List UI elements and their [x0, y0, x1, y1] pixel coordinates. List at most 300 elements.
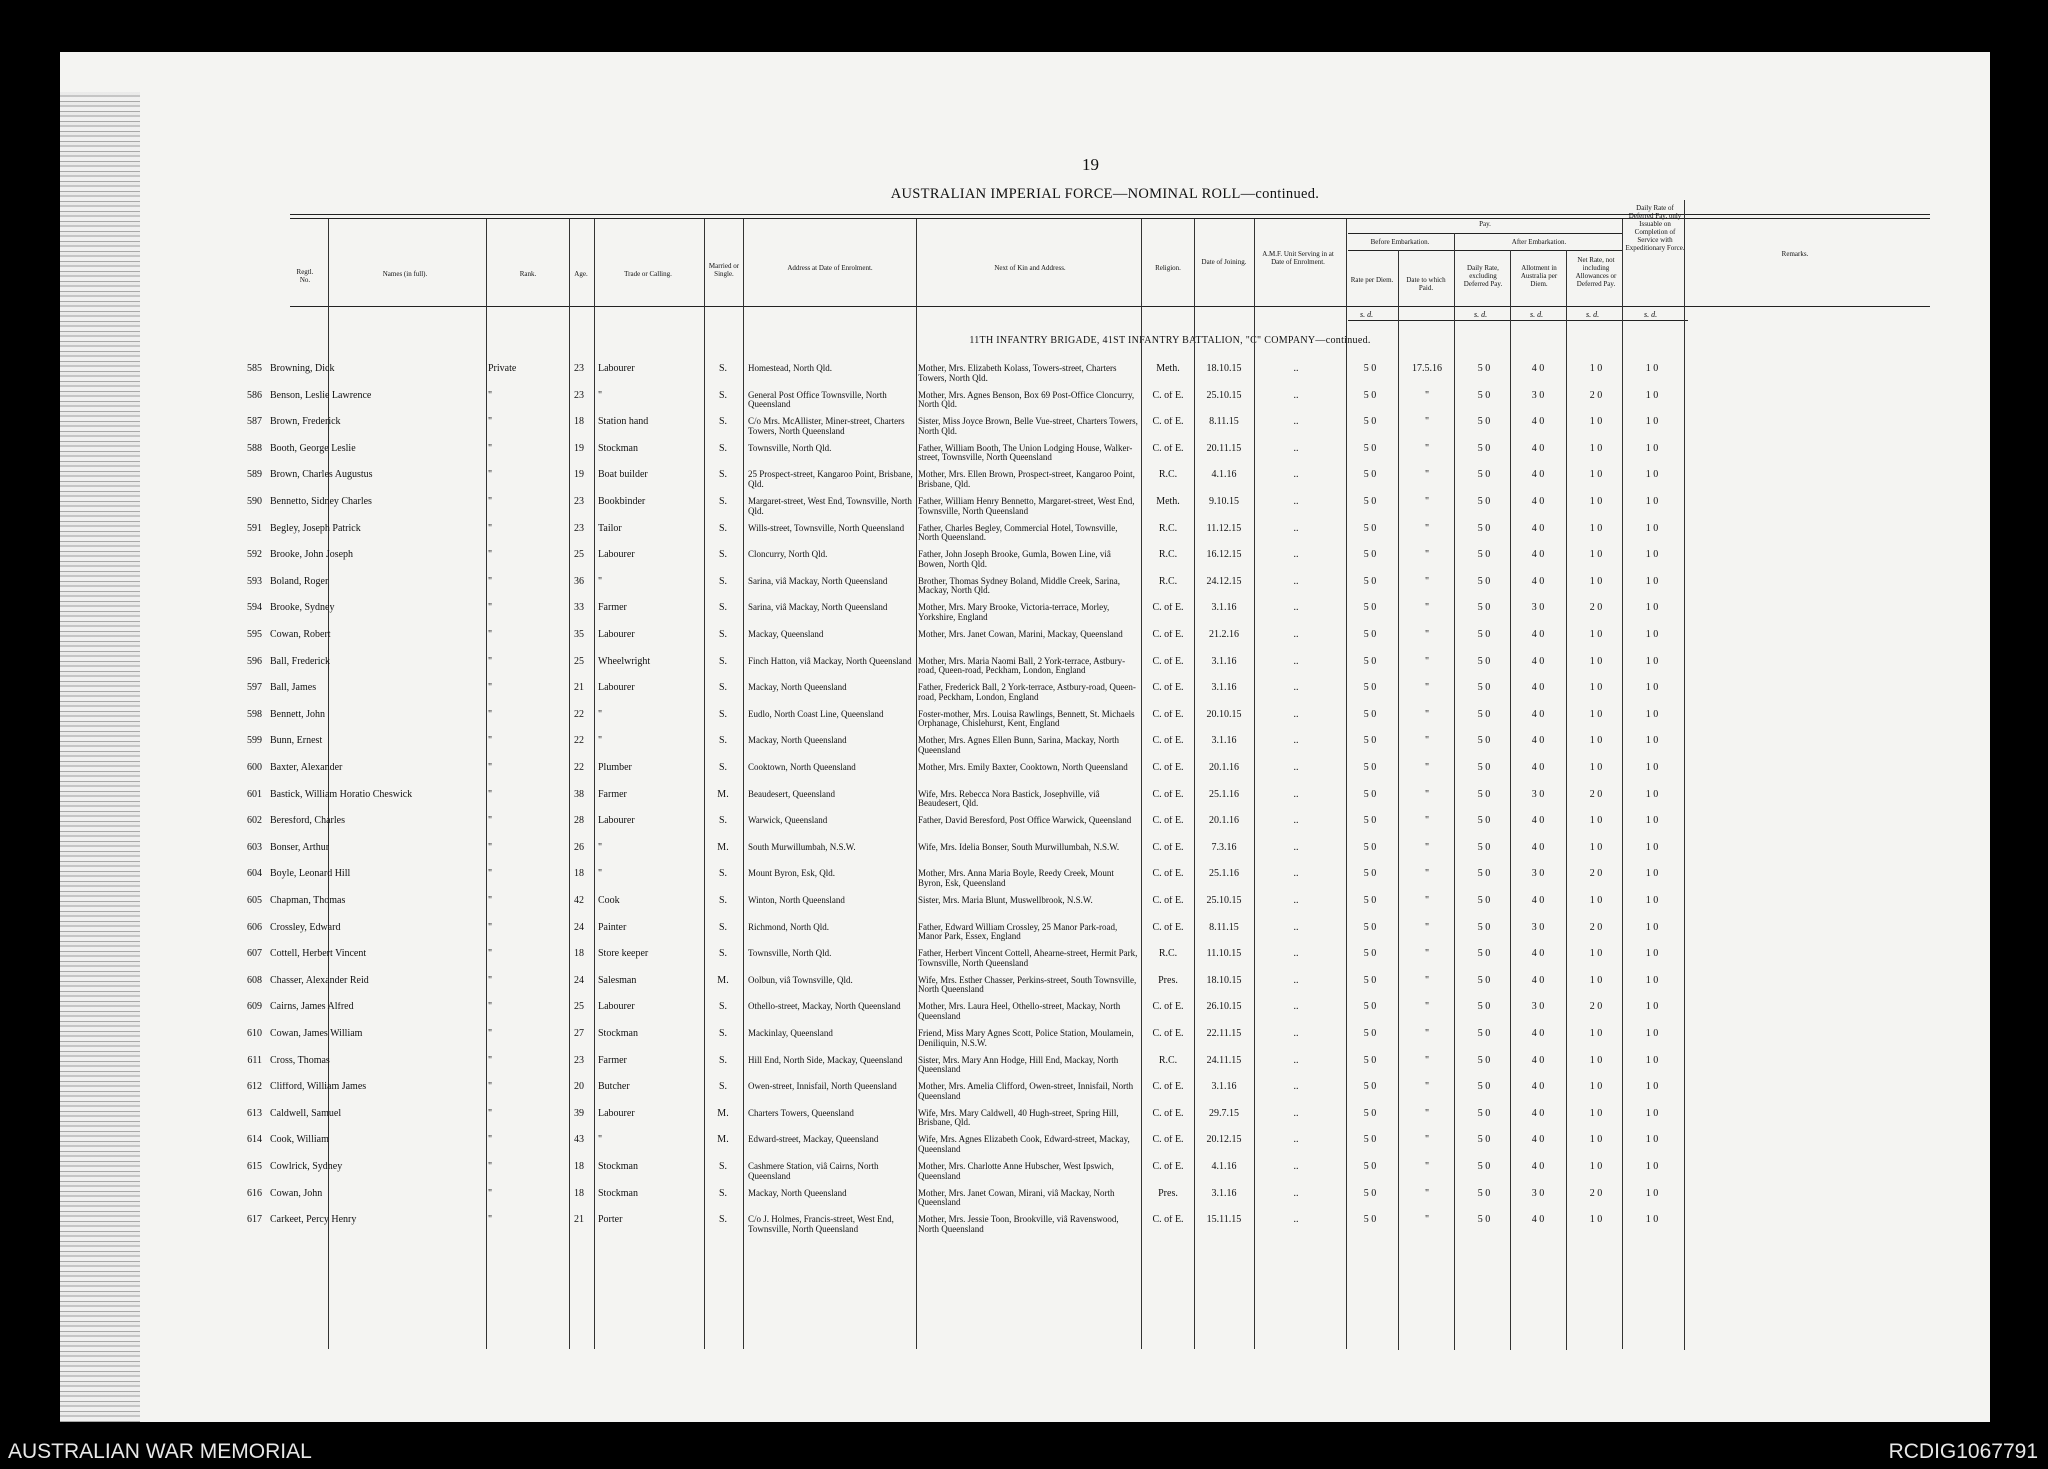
cell-rate: 5 0 — [1363, 470, 1377, 481]
cell-address: Cooktown, North Queensland — [748, 763, 856, 772]
cell-ms: S. — [718, 736, 728, 747]
cell-unit: .. — [1293, 736, 1299, 747]
cell-religion: C. of E. — [1152, 683, 1184, 694]
cell-kin: Friend, Miss Mary Agnes Scott, Police Station, Moulamein, Deniliquin, N.S.W. — [918, 1029, 1134, 1048]
table-row — [0, 949, 1930, 975]
cell-address: Sarina, viâ Mackay, North Queensland — [748, 603, 888, 613]
cell-def: 1 0 — [1645, 470, 1659, 481]
cell-name: Baxter, Alexander — [270, 763, 343, 773]
cell-def: 1 0 — [1645, 417, 1659, 428]
cell-ms: S. — [718, 656, 728, 667]
cell-ms: S. — [718, 1162, 728, 1172]
cell-paid: " — [1424, 816, 1430, 827]
cell-rate: 5 0 — [1363, 1162, 1377, 1172]
cell-no: 585 — [247, 364, 262, 374]
cell-ms: S. — [718, 709, 728, 720]
cell-religion: Pres. — [1158, 975, 1178, 986]
cell-allot: 4 0 — [1531, 1082, 1545, 1093]
cell-unit: .. — [1293, 417, 1299, 428]
cell-address: Charters Towers, Queensland — [748, 1108, 854, 1118]
cell-trade: Labourer — [598, 1108, 635, 1119]
cell-age: 23 — [574, 1055, 584, 1066]
cell-trade: " — [598, 869, 603, 880]
cell-rate: 5 0 — [1363, 1055, 1377, 1066]
cell-kin: Mother, Mrs. Janet Cowan, Marini, Mackay, Queensland — [918, 630, 1123, 639]
cell-rank: " — [488, 1135, 493, 1146]
cell-date: 25.10.15 — [1206, 390, 1242, 401]
cell-dr: 5 0 — [1477, 1162, 1491, 1172]
cell-dr: 5 0 — [1477, 523, 1491, 534]
roll-title: AUSTRALIAN IMPERIAL FORCE—NOMINAL ROLL—continued. — [890, 186, 1320, 202]
cell-trade: Labourer — [598, 630, 635, 640]
cell-net: 1 0 — [1589, 417, 1603, 428]
cell-name: Chasser, Alexander Reid — [270, 975, 369, 986]
cell-age: 24 — [574, 922, 584, 933]
cell-rate: 5 0 — [1363, 497, 1377, 507]
cell-paid: " — [1424, 1188, 1430, 1199]
table-row — [0, 896, 1930, 922]
cell-date: 20.1.16 — [1209, 763, 1239, 773]
cell-def: 1 0 — [1645, 656, 1659, 667]
cell-no: 606 — [247, 922, 262, 933]
cell-name: Bennetto, Sidney Charles — [270, 497, 372, 507]
cell-unit: .. — [1293, 1002, 1299, 1013]
cell-religion: C. of E. — [1152, 789, 1184, 800]
cell-allot: 3 0 — [1531, 869, 1545, 880]
cell-kin: Father, Frederick Ball, 2 York-terrace, Astbury-road, Queen-road, Peckham, London, England — [918, 683, 1136, 702]
cell-age: 19 — [574, 470, 584, 481]
cell-no: 607 — [247, 949, 262, 960]
cell-rank: " — [488, 470, 493, 481]
cell-def: 1 0 — [1645, 736, 1659, 747]
cell-rate: 5 0 — [1363, 709, 1377, 720]
cell-trade: Labourer — [598, 550, 635, 561]
cell-net: 1 0 — [1589, 630, 1603, 640]
cell-rate: 5 0 — [1363, 550, 1377, 561]
cell-net: 2 0 — [1589, 1002, 1603, 1013]
table-row — [0, 577, 1930, 603]
cell-date: 29.7.15 — [1209, 1108, 1239, 1119]
cell-date: 9.10.15 — [1209, 497, 1239, 507]
cell-net: 2 0 — [1589, 390, 1603, 401]
table-row — [0, 816, 1930, 842]
header-next-of-kin: Next of Kin and Address. — [994, 264, 1066, 272]
cell-allot: 4 0 — [1531, 1135, 1545, 1146]
cell-address: Margaret-street, West End, Townsville, North Qld. — [748, 497, 912, 516]
cell-name: Carkeet, Percy Henry — [270, 1215, 357, 1226]
cell-no: 592 — [247, 550, 262, 561]
cell-allot: 4 0 — [1531, 763, 1545, 773]
cell-net: 1 0 — [1589, 842, 1603, 853]
cell-def: 1 0 — [1645, 896, 1659, 906]
cell-net: 1 0 — [1589, 763, 1603, 773]
cell-rate: 5 0 — [1363, 390, 1377, 401]
cell-name: Bonser, Arthur — [270, 842, 330, 853]
cell-date: 22.11.15 — [1206, 1029, 1242, 1039]
cell-net: 1 0 — [1589, 896, 1603, 906]
cell-kin: Brother, Thomas Sydney Boland, Middle Creek, Sarina, Mackay, North Qld. — [918, 576, 1120, 596]
cell-def: 1 0 — [1645, 1135, 1659, 1146]
cell-net: 2 0 — [1589, 603, 1603, 614]
cell-allot: 4 0 — [1531, 949, 1545, 960]
cell-rank: " — [488, 1055, 493, 1066]
cell-religion: C. of E. — [1152, 443, 1184, 454]
cell-address: Mackinlay, Queensland — [748, 1029, 833, 1038]
cell-dr: 5 0 — [1477, 390, 1491, 401]
cell-unit: .. — [1293, 869, 1299, 880]
cell-age: 21 — [574, 683, 584, 694]
cell-net: 1 0 — [1589, 1135, 1603, 1146]
cell-kin: Sister, Mrs. Maria Blunt, Muswellbrook, N.S.W. — [918, 896, 1093, 905]
cell-paid: " — [1424, 523, 1430, 534]
cell-allot: 4 0 — [1531, 470, 1545, 481]
cell-paid: " — [1424, 736, 1430, 747]
cell-def: 1 0 — [1645, 683, 1659, 694]
table-row — [0, 1215, 1930, 1241]
cell-age: 25 — [574, 656, 584, 667]
cell-dr: 5 0 — [1477, 497, 1491, 507]
table-row — [0, 1135, 1930, 1161]
cell-date: 16.12.15 — [1206, 550, 1242, 561]
cell-age: 25 — [574, 1002, 584, 1013]
cell-rank: " — [488, 576, 493, 587]
cell-def: 1 0 — [1645, 497, 1659, 507]
cell-kin: Mother, Mrs. Elizabeth Kolass, Towers-street, Charters Towers, North Qld. — [918, 364, 1117, 383]
cell-paid: " — [1424, 1215, 1430, 1226]
cell-allot: 3 0 — [1531, 789, 1545, 800]
cell-name: Cross, Thomas — [270, 1055, 330, 1066]
cell-no: 617 — [247, 1215, 262, 1226]
cell-name: Boland, Roger — [270, 576, 329, 587]
cell-name: Clifford, William James — [270, 1082, 367, 1093]
cell-religion: Meth. — [1156, 497, 1180, 507]
cell-age: 27 — [574, 1029, 584, 1039]
cell-dr: 5 0 — [1477, 922, 1491, 933]
cell-age: 28 — [574, 816, 584, 827]
cell-religion: R.C. — [1158, 576, 1178, 587]
cell-religion: C. of E. — [1152, 1029, 1184, 1039]
cell-address: Townsville, North Qld. — [748, 949, 832, 959]
cell-address: Richmond, North Qld. — [748, 922, 829, 932]
header-rate-per-diem: Rate per Diem. — [1350, 276, 1394, 284]
cell-date: 24.12.15 — [1206, 576, 1242, 587]
cell-address: General Post Office Townsville, North Queensland — [748, 390, 887, 410]
cell-def: 1 0 — [1645, 1055, 1659, 1066]
cell-kin: Wife, Mrs. Rebecca Nora Bastick, Josephville, viâ Beaudesert, Qld. — [918, 789, 1100, 809]
cell-rank: " — [488, 390, 493, 401]
cell-no: 588 — [247, 443, 262, 454]
cell-address: Townsville, North Qld. — [748, 443, 832, 453]
cell-unit: .. — [1293, 656, 1299, 667]
cell-rank: " — [488, 789, 493, 800]
cell-name: Cook, William — [270, 1135, 329, 1146]
cell-name: Bennett, John — [270, 709, 325, 720]
cell-no: 600 — [247, 763, 262, 773]
cell-trade: " — [598, 842, 603, 853]
cell-paid: " — [1424, 497, 1430, 507]
cell-unit: .. — [1293, 789, 1299, 800]
cell-no: 599 — [247, 736, 262, 747]
table-row — [0, 470, 1930, 496]
cell-dr: 5 0 — [1477, 1082, 1491, 1093]
cell-dr: 5 0 — [1477, 763, 1491, 773]
cell-religion: R.C. — [1158, 949, 1178, 960]
cell-trade: Stockman — [598, 1029, 638, 1039]
cell-name: Brooke, John Joseph — [270, 550, 354, 561]
cell-no: 586 — [247, 390, 262, 401]
cell-def: 1 0 — [1645, 789, 1659, 800]
cell-ms: S. — [718, 497, 728, 507]
cell-rank: " — [488, 869, 493, 880]
cell-religion: C. of E. — [1152, 1002, 1184, 1013]
cell-paid: " — [1424, 1029, 1430, 1039]
cell-unit: .. — [1293, 1082, 1299, 1093]
cell-kin: Wife, Mrs. Agnes Elizabeth Cook, Edward-street, Mackay, Queensland — [918, 1135, 1130, 1154]
cell-no: 613 — [247, 1108, 262, 1119]
cell-address: Othello-street, Mackay, North Queensland — [748, 1002, 901, 1012]
cell-address: Mackay, North Queensland — [748, 736, 847, 746]
cell-allot: 3 0 — [1531, 1002, 1545, 1013]
cell-ms: S. — [718, 683, 728, 694]
cell-ms: M. — [717, 975, 729, 986]
cell-ms: M. — [717, 789, 729, 800]
cell-date: 11.10.15 — [1206, 949, 1242, 960]
cell-age: 36 — [574, 576, 584, 587]
cell-religion: C. of E. — [1152, 390, 1184, 401]
cell-religion: R.C. — [1158, 1055, 1178, 1066]
cell-religion: C. of E. — [1152, 842, 1184, 853]
cell-net: 1 0 — [1589, 1215, 1603, 1226]
cell-no: 596 — [247, 656, 262, 667]
cell-rate: 5 0 — [1363, 630, 1377, 640]
cell-unit: .. — [1293, 630, 1299, 640]
cell-rate: 5 0 — [1363, 1135, 1377, 1146]
table-row — [0, 630, 1930, 656]
cell-rate: 5 0 — [1363, 683, 1377, 694]
header-trade: Trade or Calling. — [624, 270, 672, 278]
cell-date: 20.1.16 — [1209, 816, 1239, 827]
unit-sd-net: s. d. — [1586, 310, 1600, 319]
cell-kin: Sister, Mrs. Mary Ann Hodge, Hill End, Mackay, North Queensland — [918, 1055, 1119, 1075]
header-date-paid: Date to which Paid. — [1406, 276, 1446, 292]
cell-kin: Mother, Mrs. Mary Brooke, Victoria-terrace, Morley, Yorkshire, England — [918, 603, 1110, 622]
cell-rank: " — [488, 709, 493, 720]
cell-allot: 4 0 — [1531, 497, 1545, 507]
cell-name: Ball, Frederick — [270, 656, 330, 667]
cell-rate: 5 0 — [1363, 603, 1377, 614]
cell-date: 8.11.15 — [1209, 922, 1239, 933]
table-row — [0, 417, 1930, 443]
cell-name: Chapman, Thomas — [270, 896, 346, 906]
header-age: Age. — [574, 270, 588, 278]
cell-dr: 5 0 — [1477, 603, 1491, 614]
cell-name: Beresford, Charles — [270, 816, 345, 827]
cell-unit: .. — [1293, 922, 1299, 933]
cell-religion: C. of E. — [1152, 736, 1184, 747]
cell-age: 23 — [574, 364, 584, 374]
cell-def: 1 0 — [1645, 603, 1659, 614]
table-row — [0, 1029, 1930, 1055]
cell-no: 595 — [247, 630, 262, 640]
cell-net: 1 0 — [1589, 576, 1603, 587]
cell-trade: Salesman — [598, 975, 637, 986]
cell-dr: 5 0 — [1477, 443, 1491, 454]
cell-name: Booth, George Leslie — [270, 443, 356, 454]
unit-sd-daily: s. d. — [1474, 310, 1488, 319]
cell-date: 4.1.16 — [1211, 470, 1237, 481]
cell-net: 1 0 — [1589, 1055, 1603, 1066]
cell-ms: S. — [718, 603, 728, 614]
cell-ms: S. — [718, 364, 728, 374]
cell-rate: 5 0 — [1363, 417, 1377, 428]
cell-kin: Wife, Mrs. Mary Caldwell, 40 Hugh-street, Spring Hill, Brisbane, Qld. — [918, 1108, 1119, 1128]
cell-name: Ball, James — [270, 683, 317, 694]
cell-def: 1 0 — [1645, 842, 1659, 853]
cell-ms: S. — [718, 1055, 728, 1066]
cell-unit: .. — [1293, 709, 1299, 720]
cell-dr: 5 0 — [1477, 1135, 1491, 1146]
cell-rate: 5 0 — [1363, 842, 1377, 853]
cell-name: Cottell, Herbert Vincent — [270, 949, 367, 960]
cell-dr: 5 0 — [1477, 364, 1491, 374]
cell-def: 1 0 — [1645, 523, 1659, 534]
cell-trade: Labourer — [598, 1002, 635, 1013]
cell-date: 25.10.15 — [1206, 896, 1242, 906]
cell-address: Finch Hatton, viâ Mackay, North Queensland — [748, 656, 912, 666]
cell-trade: Stockman — [598, 443, 638, 454]
cell-dr: 5 0 — [1477, 1215, 1491, 1226]
cell-def: 1 0 — [1645, 443, 1659, 454]
cell-unit: .. — [1293, 816, 1299, 827]
cell-trade: Store keeper — [598, 949, 649, 960]
cell-trade: Tailor — [598, 523, 622, 534]
cell-ms: S. — [718, 470, 728, 481]
cell-age: 20 — [574, 1082, 584, 1093]
cell-religion: C. of E. — [1152, 630, 1184, 640]
cell-rate: 5 0 — [1363, 975, 1377, 986]
cell-ms: S. — [718, 1188, 728, 1199]
cell-paid: " — [1424, 1162, 1430, 1172]
cell-name: Caldwell, Samuel — [270, 1108, 342, 1119]
cell-no: 589 — [247, 470, 262, 481]
table-row — [0, 790, 1930, 816]
cell-ms: S. — [718, 816, 728, 827]
cell-no: 591 — [247, 523, 262, 534]
cell-allot: 3 0 — [1531, 922, 1545, 933]
cell-net: 1 0 — [1589, 497, 1603, 507]
cell-age: 19 — [574, 443, 584, 454]
cell-allot: 4 0 — [1531, 1215, 1545, 1226]
cell-rate: 5 0 — [1363, 656, 1377, 667]
cell-address: South Murwillumbah, N.S.W. — [748, 842, 856, 852]
cell-name: Cowan, Robert — [270, 630, 331, 640]
cell-unit: .. — [1293, 975, 1299, 986]
table-row — [0, 976, 1930, 1002]
cell-allot: 4 0 — [1531, 816, 1545, 827]
cell-address: Beaudesert, Queensland — [748, 789, 835, 799]
cell-rate: 5 0 — [1363, 1029, 1377, 1039]
cell-address: C/o Mrs. McAllister, Miner-street, Charters Towers, North Queensland — [748, 417, 905, 436]
cell-address: Mount Byron, Esk, Qld. — [748, 869, 836, 879]
cell-no: 594 — [247, 603, 262, 614]
cell-age: 18 — [574, 1188, 584, 1199]
cell-def: 1 0 — [1645, 922, 1659, 933]
cell-rate: 5 0 — [1363, 922, 1377, 933]
cell-paid: " — [1424, 949, 1430, 960]
cell-kin: Wife, Mrs. Esther Chasser, Perkins-street, South Townsville, North Queensland — [918, 975, 1137, 995]
cell-age: 35 — [574, 630, 584, 640]
cell-net: 2 0 — [1589, 922, 1603, 933]
cell-trade: Stockman — [598, 1188, 638, 1199]
cell-def: 1 0 — [1645, 975, 1659, 986]
cell-unit: .. — [1293, 470, 1299, 481]
table-row — [0, 391, 1930, 417]
cell-no: 602 — [247, 816, 262, 827]
cell-name: Cowan, James William — [270, 1029, 363, 1039]
cell-rate: 5 0 — [1363, 1082, 1377, 1093]
cell-paid: " — [1424, 550, 1430, 561]
cell-dr: 5 0 — [1477, 1029, 1491, 1039]
cell-name: Cowan, John — [270, 1188, 323, 1199]
cell-religion: Meth. — [1156, 364, 1180, 374]
table-row — [0, 683, 1930, 709]
cell-age: 25 — [574, 550, 584, 561]
cell-ms: S. — [718, 630, 728, 640]
cell-net: 1 0 — [1589, 470, 1603, 481]
table-row — [0, 869, 1930, 895]
cell-kin: Father, William Booth, The Union Lodging House, Walker-street, Townsville, North Queensland — [918, 443, 1133, 463]
cell-rank: " — [488, 443, 493, 454]
cell-kin: Father, Charles Begley, Commercial Hotel, Townsville, North Queensland. — [918, 523, 1118, 543]
cell-rank: " — [488, 1188, 493, 1199]
cell-rank: " — [488, 922, 493, 933]
cell-paid: " — [1424, 1055, 1430, 1066]
cell-trade: Butcher — [598, 1082, 630, 1093]
cell-unit: .. — [1293, 896, 1299, 906]
cell-unit: .. — [1293, 523, 1299, 534]
cell-rate: 5 0 — [1363, 896, 1377, 906]
cell-allot: 4 0 — [1531, 1108, 1545, 1119]
cell-dr: 5 0 — [1477, 630, 1491, 640]
cell-rank: " — [488, 816, 493, 827]
cell-trade: Labourer — [598, 364, 635, 374]
cell-no: 614 — [247, 1135, 262, 1146]
cell-date: 26.10.15 — [1206, 1002, 1242, 1013]
cell-age: 22 — [574, 709, 584, 720]
cell-date: 11.12.15 — [1206, 523, 1242, 534]
unit-sd-deferred: s. d. — [1644, 310, 1658, 319]
cell-rate: 5 0 — [1363, 364, 1377, 374]
cell-paid: " — [1424, 1135, 1430, 1146]
cell-rate: 5 0 — [1363, 1108, 1377, 1119]
cell-name: Cowlrick, Sydney — [270, 1162, 343, 1172]
cell-allot: 4 0 — [1531, 523, 1545, 534]
cell-address: C/o J. Holmes, Francis-street, West End, Townsville, North Queensland — [748, 1215, 894, 1234]
cell-age: 42 — [574, 896, 584, 906]
cell-kin: Father, William Henry Bennetto, Margaret-street, West End, Townsville, North Queensland — [918, 497, 1135, 516]
cell-paid: " — [1424, 975, 1430, 986]
unit-sd-allot: s. d. — [1530, 310, 1544, 319]
cell-net: 1 0 — [1589, 364, 1603, 374]
cell-paid: " — [1424, 417, 1430, 428]
embarkation-group-rule — [1348, 250, 1622, 251]
header-date-joining: Date of Joining. — [1201, 258, 1247, 266]
cell-net: 2 0 — [1589, 869, 1603, 880]
cell-dr: 5 0 — [1477, 896, 1491, 906]
cell-paid: " — [1424, 603, 1430, 614]
cell-kin: Mother, Mrs. Laura Heel, Othello-street, Mackay, North Queensland — [918, 1002, 1121, 1021]
table-row — [0, 1109, 1930, 1135]
